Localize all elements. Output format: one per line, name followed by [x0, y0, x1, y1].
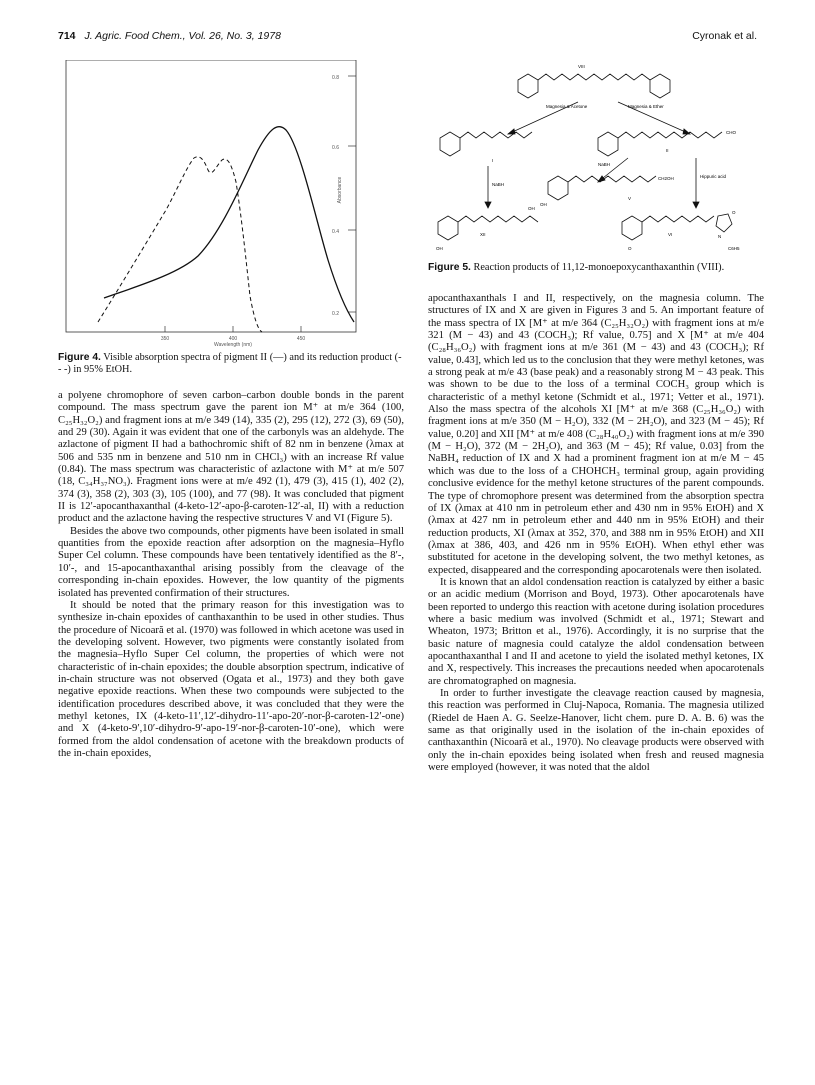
- chain-vi: [642, 216, 714, 222]
- label-xii: XII: [480, 232, 486, 237]
- ytick-label: 0.2: [332, 311, 339, 317]
- x-axis-label: Wavelength (nm): [214, 342, 252, 348]
- xtick-label: 450: [296, 336, 306, 342]
- spectrum-reduction-product: [98, 157, 262, 332]
- paragraph: a polyene chromophore of seven carbon–carbon double bonds in the parent compound. The mass spectrum gave the parent ion M⁺ at m/e 364 (100, C₂₅H₃₂O₂) and fragment ions at m/e 349 (14), 335 (2), 295 (12), 272 (3), 69 (50), and 29 (30). Again it was evident that one of the carbonyls was an aldehyde. The azlactone of pigment II had a bathochromic shift of 82 nm in benzene (λmax at 506 and 535 nm in benzene and 510 nm in CHCl₃) with an increase Rf value (0.84). The mass spectrum was characteristic of azlactone with M⁺ at m/e 507 (18, C₃₄H₃₇NO₃). Fragment ions were at m/e 492 (1), 479 (3), 415 (1), 402 (2), 374 (3), 358 (2), 303 (3), 105 (100), and 77 (98). It was concluded that pigment II is 12′-apocanthaxanthal (4-keto-12′-apo-β-caroten-12′-al, II) with a reduction product and the azlactone having the respective structures V and VI (Figure 5).: [58, 390, 404, 525]
- label-oh-xii-ring: OH: [436, 246, 443, 251]
- xtick-label: 350: [160, 336, 170, 342]
- spectrum-pigment-ii: [104, 127, 354, 322]
- reaction-scheme: [428, 58, 764, 258]
- label-viii: VIII: [578, 64, 585, 69]
- label-nabh4-2: NaBH: [598, 162, 611, 167]
- label-oh-xii-chain: OH: [528, 206, 535, 211]
- plot-frame: [66, 60, 356, 332]
- ytick-label: 0.4: [332, 229, 339, 235]
- paragraph: It should be noted that the primary reason for this investigation was to synthesize in-chain epoxides of canthaxanthin to be used in other studies. Thus the procedure of Nicoară et al. (1970) was followed in which acetone was used in the developing solvent. However, two pigments were constantly isolated from the magnesia–Hyflo Super Cel column, the properties of which were not characteristic of in-chain epoxides; the double absorption spectrum, indicative of in-chain structure was not observed (Ogata et al., 1973) and they both gave negative epoxide reactions. When these two compounds were subjected to the identification procedures described above, it was concluded that they were the methyl ketones, IX (4-keto-11′,12′-dihydro-11′-apo-20′-nor-β-caroten-12′-one) and X (4-keto-9′,10′-dihydro-9′-apo-19′-nor-β-caroten-10′-one), which were formed from the aldol condensation of acetone with the breakdown products of the in-chain epoxides,: [58, 599, 404, 759]
- ring-viii-right: [650, 74, 670, 98]
- label-cho: CHO: [726, 130, 736, 135]
- label-o-azlactone: O: [732, 210, 736, 215]
- ring-viii-left: [518, 74, 538, 98]
- label-v: V: [628, 196, 632, 201]
- ytick-label: 0.6: [332, 145, 339, 151]
- ring-vi: [622, 216, 642, 240]
- page-number: 714: [58, 30, 76, 42]
- chain-xii: [458, 216, 538, 222]
- chain-v: [568, 176, 656, 182]
- figure-5-caption: Figure 5. Reaction products of 11,12-monoepoxycanthaxanthin (VIII).: [428, 262, 725, 273]
- paragraph: In order to further investigate the cleavage reaction caused by magnesia, this reaction was performed in Cluj-Napoca, Romania. The magnesia utilized (Riedel de Haen A. G. Seelze-Hanover, licht chem. pure D. A. B. 6) was the same as that originally used in the isolation of the in-chain epoxides of canthaxanthin (Nicoară et al., 1970). No cleavage products were observed with only the in-chain epoxides being isolated when fresh and reused magnesia were employed (however, it was noted that the aldol: [428, 688, 764, 774]
- chain-ii: [618, 132, 722, 138]
- label-ii: II: [666, 148, 669, 153]
- label-i: I: [492, 158, 494, 163]
- azlactone-ring: [716, 214, 732, 232]
- label-hippuric: Hippuric acid: [700, 174, 727, 179]
- label-o-vi: O: [628, 246, 632, 251]
- figure-5: [428, 58, 764, 258]
- paragraph: It is known that an aldol condensation reaction is catalyzed by either a basic or an acidic medium (Morrison and Boyd, 1973). Other apocarotenals have been reported to undergo this reaction with acetone during isolation procedures where a basic medium was involved (Schmidt et al., 1971; Stewart and Wheaton, 1973; Britton et al., 1976). Accordingly, it is no surprise that the basic nature of magnesia could catalyze the aldol condensation between apocanthaxanthal I and II and acetone to yield the isolated methyl ketones, IX and X, respectively. This increases the precautions needed when apocarotenals are chromatographed on magnesia.: [428, 576, 764, 687]
- label-magnesia-ether: Magnesia & Ether: [628, 104, 664, 109]
- authors: Cyronak et al.: [692, 30, 757, 42]
- left-column: [58, 390, 404, 760]
- ring-ii: [598, 132, 618, 156]
- label-nabh4-1: NaBH: [492, 182, 505, 187]
- absorption-spectrum-plot: [58, 60, 404, 378]
- figure-4: [58, 60, 404, 378]
- figure-4-caption: Figure 4. Visible absorption spectra of pigment II (—) and its reduction product (- - -) in 95% EtOH.: [58, 352, 402, 376]
- right-column: [428, 293, 764, 774]
- ring-i: [440, 132, 460, 156]
- polyene-chain-viii: [538, 74, 650, 80]
- label-vi: VI: [668, 232, 673, 237]
- paragraph: apocanthaxanthals I and II, respectively, on the magnesia column. The structures of IX and X are given in Figures 3 and 5. An important feature of the mass spectra of IX [M⁺ at m/e 364 (C₂₅H₃₂O₂) with fragment ions at m/e 321 (M − 43) and 43 (COCH₃); Rf value, 0.75] and X [M⁺ at m/e 404 (C₂₈H₃₆O₂) with fragment ions at m/e 361 (M − 43) and 43 (COCH₃); Rf value, 0.43], which led us to the conclusion that they were methyl ketones, was a strong peak at m/e 43 (base peak) and a reasonably strong M − 43 peak. This was shown to be due to the loss of a terminal COCH₃ group which is characteristic of a methyl ketone (Schmidt et al., 1971; Vetter et al., 1971). Also the mass spectra of the alcohols XI [M⁺ at m/e 368 (C₂₅H₃₆O₂) with fragment ions at m/e 350 (M − H₂O), 332 (M − 2H₂O), and 323 (M − 45); Rf value, 0.20] and XII [M⁺ at m/e 408 (C₂₈H₄₀O₂) with fragment ions at m/e 390 (M − H₂O), 372 (M − 2H₂O), and 363 (M − 45); Rf value, 0.03] from the NaBH₄ reduction of IX and X had a prominent fragment ion at m/e M − 45 which was due to the loss of a CHOHCH₃ terminal group, again providing conclusive evidence for the methyl ketone structures of the parent compounds. The type of chromophore present was determined from the absorption spectra of IX (λmax at 410 nm in petroleum ether and 430 nm in 95% EtOH) and X (λmax at 427 nm in petroleum ether and 440 nm in 95% EtOH) and their reduction products, XI (λmax at 352, 370, and 388 nm in 95% EtOH) and XII (λmax at 386, 403, and 426 nm in 95% EtOH). When ethyl ether was substituted for acetone in the developing solvent, the two methyl ketones, as expected, disappeared and the corresponding apocarotenals were then isolated.: [428, 293, 764, 576]
- paragraph: Besides the above two compounds, other pigments have been isolated in small quantities from the epoxide reaction after adsorption on the magnesia–Hyflo Super Cel column. These compounds have been tentatively identified as the 8′-, 10′-, and 15-apocanthaxanthal arising possibly from the cleavage of the corresponding in-chain epoxides. However, the low quantity of the pigments isolated has prevented confirmation of their structures.: [58, 525, 404, 599]
- label-oh-v: OH: [540, 202, 547, 207]
- y-axis-label: Absorbance: [337, 176, 343, 204]
- label-ch2oh: CH2OH: [658, 176, 674, 181]
- label-n: N: [718, 234, 722, 239]
- journal-citation: J. Agric. Food Chem., Vol. 26, No. 3, 1978: [84, 30, 281, 42]
- ring-xii: [438, 216, 458, 240]
- chain-i: [460, 132, 532, 138]
- ring-v: [548, 176, 568, 200]
- running-header: [58, 30, 757, 46]
- ytick-label: 0.8: [332, 75, 339, 81]
- xtick-label: 400: [228, 336, 238, 342]
- label-c6h5: C6H5: [728, 246, 740, 251]
- label-magnesia-acetone: Magnesia & Acetone: [546, 104, 588, 109]
